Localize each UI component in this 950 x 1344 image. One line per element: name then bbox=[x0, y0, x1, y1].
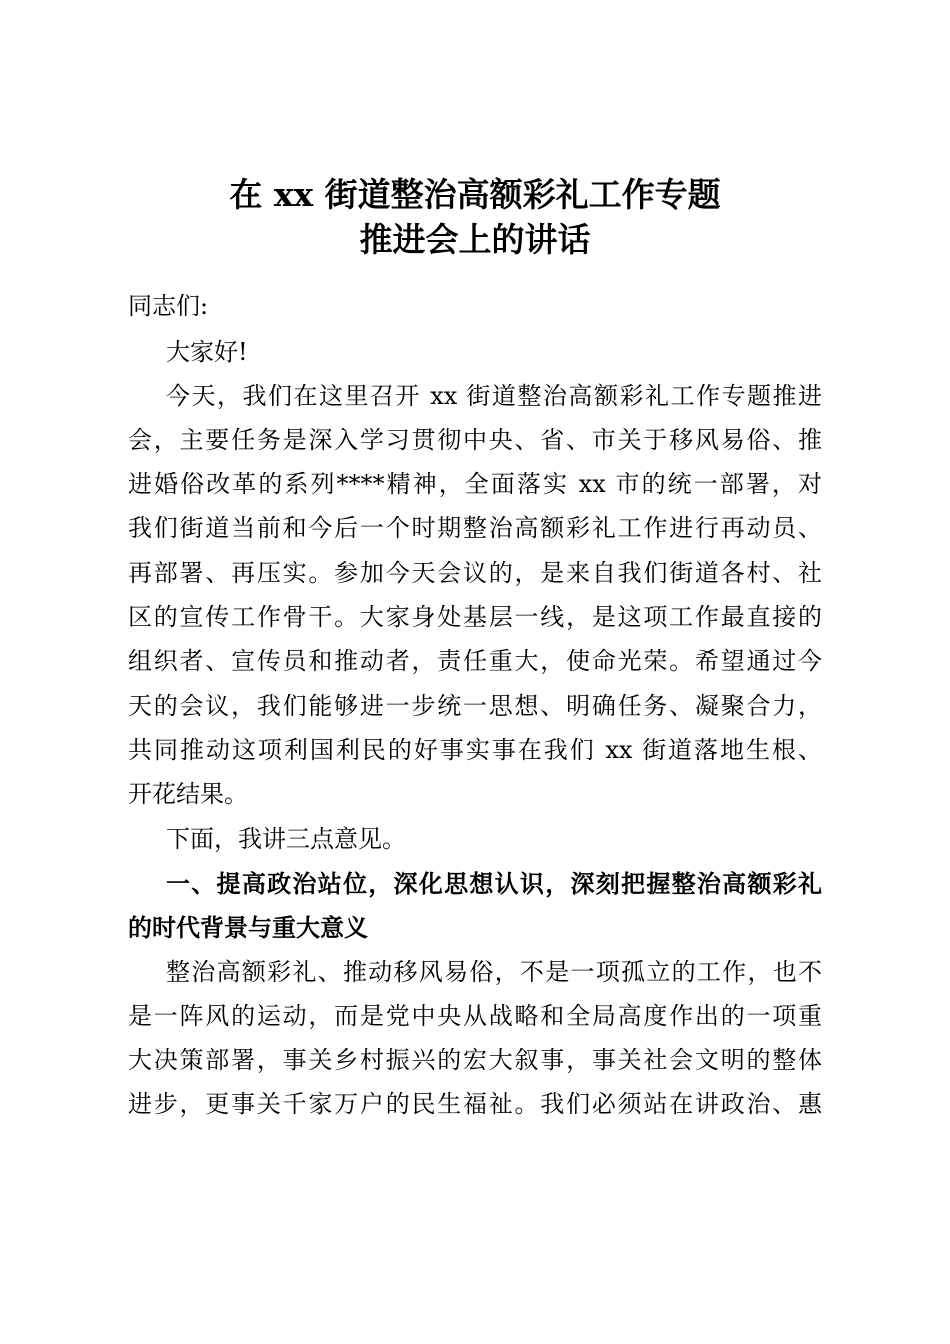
paragraph-1-line: 共同推动这项利国利民的好事实事在我们 xx 街道落地生根、 bbox=[128, 736, 822, 764]
greeting: 大家好! bbox=[166, 338, 248, 366]
paragraph-1-line: 会，主要任务是深入学习贯彻中央、省、市关于移风易俗、推 bbox=[128, 426, 822, 454]
paragraph-2: 下面，我讲三点意见。 bbox=[166, 825, 406, 853]
paragraph-3-line: 整治高额彩礼、推动移风易俗，不是一项孤立的工作，也不 bbox=[166, 958, 822, 986]
document-title-line-1: 在 xx 街道整治高额彩礼工作专题 bbox=[229, 175, 721, 214]
salutation: 同志们: bbox=[128, 292, 209, 320]
paragraph-1-line: 再部署、再压实。参加今天会议的，是来自我们街道各村、社 bbox=[128, 559, 822, 587]
paragraph-3-line: 进步，更事关千家万户的民生福祉。我们必须站在讲政治、惠 bbox=[128, 1090, 822, 1118]
paragraph-1-line: 进婚俗改革的系列****精神，全面落实 xx 市的统一部署，对 bbox=[128, 470, 822, 498]
paragraph-1-line: 我们街道当前和今后一个时期整治高额彩礼工作进行再动员、 bbox=[128, 514, 822, 542]
paragraph-1-line: 天的会议，我们能够进一步统一思想、明确任务、凝聚合力， bbox=[128, 692, 822, 720]
paragraph-1-line: 组织者、宣传员和推动者，责任重大，使命光荣。希望通过今 bbox=[128, 647, 822, 675]
paragraph-1-line: 开花结果。 bbox=[128, 780, 248, 808]
paragraph-3-line: 大决策部署，事关乡村振兴的宏大叙事，事关社会文明的整体 bbox=[128, 1046, 822, 1074]
paragraph-1-line: 今天，我们在这里召开 xx 街道整治高额彩礼工作专题推进 bbox=[166, 382, 822, 410]
paragraph-3-line: 是一阵风的运动，而是党中央从战略和全局高度作出的一项重 bbox=[128, 1002, 822, 1030]
section-heading-1-line: 的时代背景与重大意义 bbox=[128, 913, 368, 942]
paragraph-1-line: 区的宣传工作骨干。大家身处基层一线，是这项工作最直接的 bbox=[128, 603, 822, 631]
section-heading-1-line: 一、提高政治站位，深化思想认识，深刻把握整治高额彩礼 bbox=[166, 869, 822, 898]
document-title-line-2: 推进会上的讲话 bbox=[359, 220, 591, 259]
